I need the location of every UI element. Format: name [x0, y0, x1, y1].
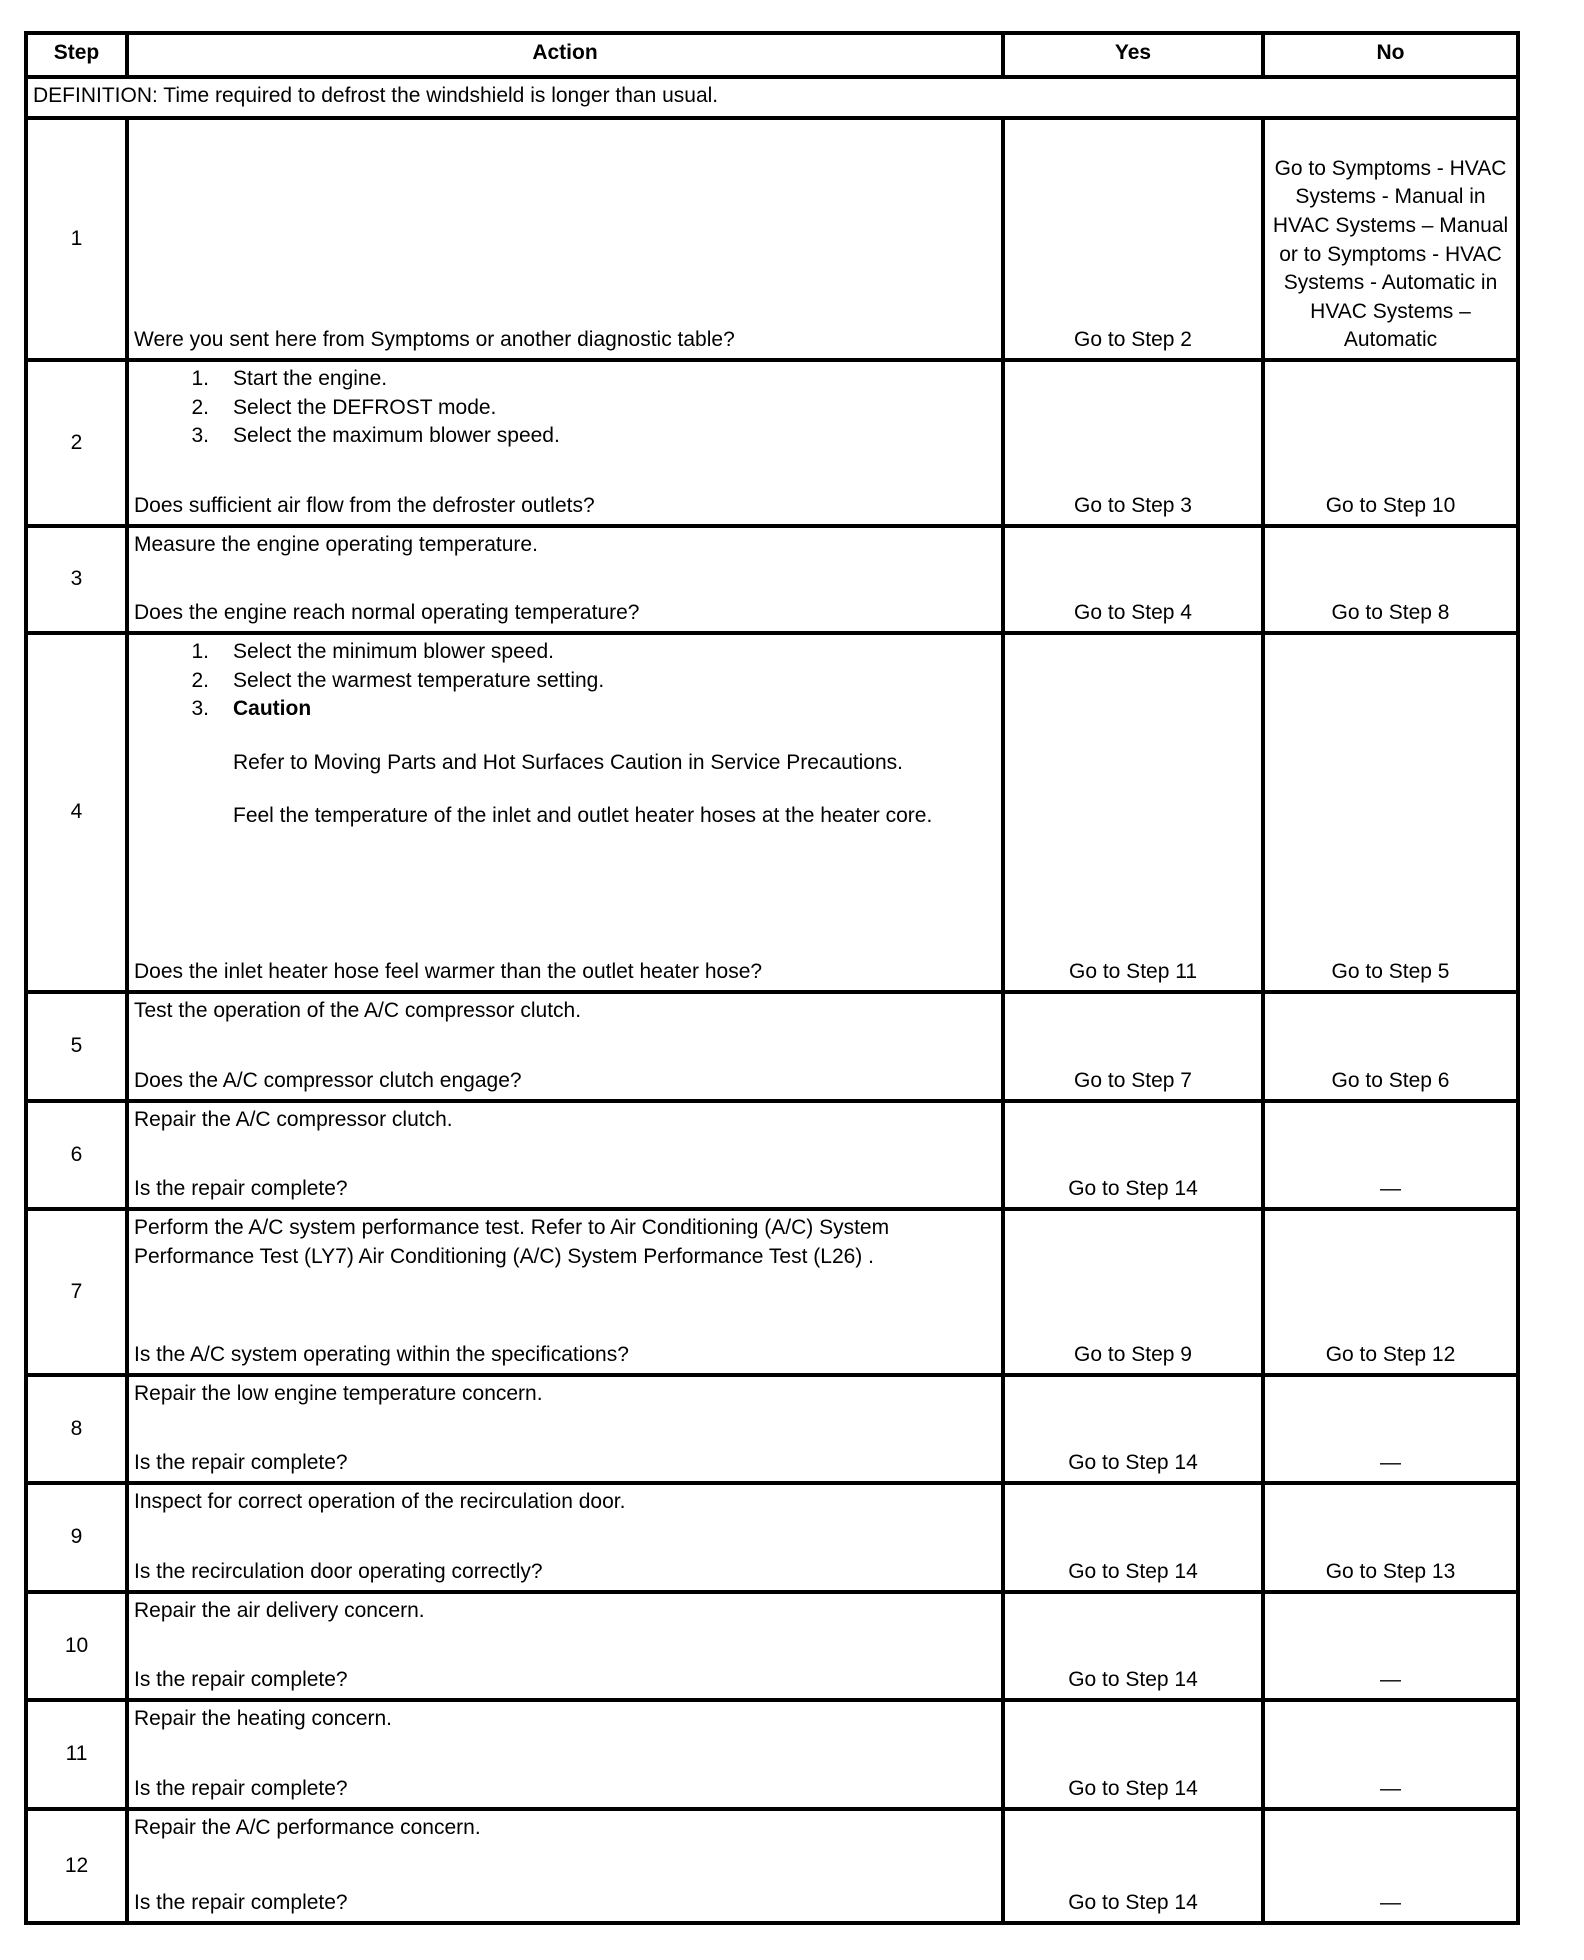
step-item-number: 2.: [191, 395, 209, 419]
action-cell: [129, 1594, 1005, 1698]
action-question: Is the repair complete?: [134, 1451, 348, 1475]
step-number: 11: [28, 1702, 129, 1807]
no-result: —: [1380, 1891, 1401, 1915]
diagnostic-table: [24, 31, 1520, 1925]
yes-cell: [1005, 528, 1265, 631]
step-item-text: Select the minimum blower speed.: [233, 640, 554, 663]
action-cell: [129, 1702, 1005, 1807]
yes-result: Go to Step 14: [1068, 1777, 1198, 1801]
table-row: [28, 1211, 1516, 1377]
no-cell: [1265, 1103, 1516, 1207]
no-result: Go to Step 8: [1331, 601, 1450, 625]
step-number: 10: [28, 1594, 129, 1698]
numbered-step: [134, 422, 996, 451]
step-item-text: Caution: [233, 697, 312, 721]
action-text: Test the operation of the A/C compressor clutch.: [134, 999, 582, 1022]
table-row: [28, 994, 1516, 1103]
action-text: Repair the A/C performance concern.: [134, 1816, 481, 1839]
action-cell: [129, 1103, 1005, 1207]
definition-text: DEFINITION: Time required to defrost the windshield is longer than usual.: [33, 84, 719, 107]
yes-cell: [1005, 1594, 1265, 1698]
step-item-text: Start the engine.: [233, 367, 388, 390]
action-cell: [129, 1811, 1005, 1921]
no-result: —: [1380, 1177, 1401, 1201]
table-row: [28, 1103, 1516, 1211]
action-cell: [129, 120, 1005, 358]
header-action: Action: [129, 35, 1005, 75]
action-question: Does the inlet heater hose feel warmer than the outlet heater hose?: [134, 960, 763, 984]
action-cell: [129, 1377, 1005, 1481]
step-number: 3: [28, 528, 129, 631]
caution-note: Refer to Moving Parts and Hot Surfaces Caution in Service Precautions.: [233, 750, 903, 774]
yes-cell: [1005, 120, 1265, 358]
step-number: 12: [28, 1811, 129, 1921]
no-result: Go to Step 12: [1325, 1343, 1456, 1367]
table-row: [28, 362, 1516, 528]
step-item-number: 3.: [191, 697, 209, 721]
action-question: Is the repair complete?: [134, 1777, 348, 1801]
step-item-number: 1.: [191, 640, 209, 663]
step-item-text: Select the maximum blower speed.: [233, 424, 560, 448]
action-question: Is the repair complete?: [134, 1891, 348, 1915]
no-result: —: [1380, 1668, 1401, 1692]
no-result: Go to Step 6: [1331, 1069, 1450, 1093]
action-cell: [129, 994, 1005, 1099]
action-question: Is the repair complete?: [134, 1177, 348, 1201]
table-row: [28, 1702, 1516, 1811]
no-cell: [1265, 362, 1516, 524]
definition-row: [28, 79, 1516, 120]
step-number: 7: [28, 1211, 129, 1373]
action-question: Is the recirculation door operating correctly?: [134, 1560, 543, 1584]
action-cell: [129, 362, 1005, 524]
action-question: Does the A/C compressor clutch engage?: [134, 1069, 522, 1093]
yes-cell: [1005, 1485, 1265, 1590]
step-item-text: Select the warmest temperature setting.: [233, 668, 605, 692]
yes-result: Go to Step 4: [1074, 601, 1192, 625]
yes-result: Go to Step 14: [1068, 1451, 1198, 1475]
yes-result: Go to Step 3: [1074, 494, 1192, 518]
action-question: Does sufficient air flow from the defroster outlets?: [134, 494, 595, 518]
yes-cell: [1005, 1702, 1265, 1807]
step-number: 8: [28, 1377, 129, 1481]
action-text: Perform the A/C system performance test. Refer to Air Conditioning (A/C) System Performance Test (LY7) Air Conditioning (A/C) System Performance Test (L26) .: [134, 1216, 890, 1268]
step-item-number: 1.: [191, 367, 209, 390]
table-row: [28, 120, 1516, 362]
action-cell: [129, 528, 1005, 631]
step-item-number: 2.: [191, 668, 209, 692]
no-cell: [1265, 1211, 1516, 1373]
no-cell: [1265, 1811, 1516, 1921]
header-yes: Yes: [1005, 35, 1265, 75]
step-item-number: 3.: [191, 424, 209, 448]
step-number: 9: [28, 1485, 129, 1590]
step-item-text: Select the DEFROST mode.: [233, 395, 497, 419]
action-question: Is the A/C system operating within the specifications?: [134, 1343, 629, 1367]
no-result: —: [1380, 1777, 1401, 1801]
numbered-step: [134, 667, 996, 696]
action-text: Repair the low engine temperature concern.: [134, 1382, 543, 1405]
table-row: [28, 1377, 1516, 1485]
action-question: Is the repair complete?: [134, 1668, 348, 1692]
action-question: Does the engine reach normal operating temperature?: [134, 601, 640, 625]
no-cell: [1265, 635, 1516, 990]
action-text: Repair the air delivery concern.: [134, 1599, 425, 1622]
yes-cell: [1005, 635, 1265, 990]
yes-result: Go to Step 14: [1068, 1891, 1198, 1915]
header-row: [28, 35, 1516, 79]
yes-result: Go to Step 2: [1074, 328, 1192, 352]
no-result: —: [1380, 1451, 1401, 1475]
yes-result: Go to Step 11: [1068, 960, 1198, 984]
step-number: 2: [28, 362, 129, 524]
no-result: Go to Step 5: [1331, 960, 1450, 984]
action-cell: [129, 1211, 1005, 1373]
action-text: Repair the heating concern.: [134, 1707, 392, 1730]
caution-note: Feel the temperature of the inlet and outlet heater hoses at the heater core.: [233, 804, 933, 828]
no-cell: [1265, 1377, 1516, 1481]
header-step: Step: [28, 35, 129, 75]
table-row: [28, 1594, 1516, 1702]
no-cell: [1265, 120, 1516, 358]
table-row: [28, 635, 1516, 994]
table-row: [28, 1485, 1516, 1594]
step-number: 5: [28, 994, 129, 1099]
numbered-step: [134, 394, 996, 423]
yes-result: Go to Step 14: [1068, 1177, 1198, 1201]
action-cell: [129, 1485, 1005, 1590]
yes-cell: [1005, 362, 1265, 524]
no-cell: [1265, 1702, 1516, 1807]
yes-cell: [1005, 1811, 1265, 1921]
action-question: Were you sent here from Symptoms or another diagnostic table?: [134, 328, 735, 352]
numbered-step: [134, 638, 996, 667]
yes-result: Go to Step 9: [1074, 1343, 1192, 1367]
step-number: 6: [28, 1103, 129, 1207]
table-row: [28, 1811, 1516, 1921]
yes-result: Go to Step 7: [1074, 1069, 1192, 1093]
no-result: Go to Step 13: [1325, 1560, 1456, 1584]
no-result: Go to Step 10: [1325, 494, 1456, 518]
numbered-step: [134, 695, 996, 724]
numbered-step: [134, 365, 996, 394]
yes-cell: [1005, 994, 1265, 1099]
step-number: 4: [28, 635, 129, 990]
action-text: Measure the engine operating temperature.: [134, 533, 538, 556]
yes-cell: [1005, 1103, 1265, 1207]
yes-result: Go to Step 14: [1068, 1668, 1198, 1692]
header-no: No: [1376, 41, 1405, 64]
no-cell: [1265, 528, 1516, 631]
no-cell: [1265, 1485, 1516, 1590]
yes-cell: [1005, 1377, 1265, 1481]
action-cell: [129, 635, 1005, 990]
action-text: Inspect for correct operation of the recirculation door.: [134, 1490, 626, 1513]
yes-result: Go to Step 14: [1068, 1560, 1198, 1584]
yes-cell: [1005, 1211, 1265, 1373]
action-text: Repair the A/C compressor clutch.: [134, 1108, 453, 1131]
no-cell: [1265, 994, 1516, 1099]
step-number: 1: [28, 120, 129, 358]
no-result: Go to Symptoms - HVAC Systems - Manual in HVAC Systems – Manual or to Symptoms - HVAC Systems - Automatic in HVAC Systems – Automatic: [1272, 156, 1509, 352]
no-cell: [1265, 1594, 1516, 1698]
table-row: [28, 528, 1516, 635]
